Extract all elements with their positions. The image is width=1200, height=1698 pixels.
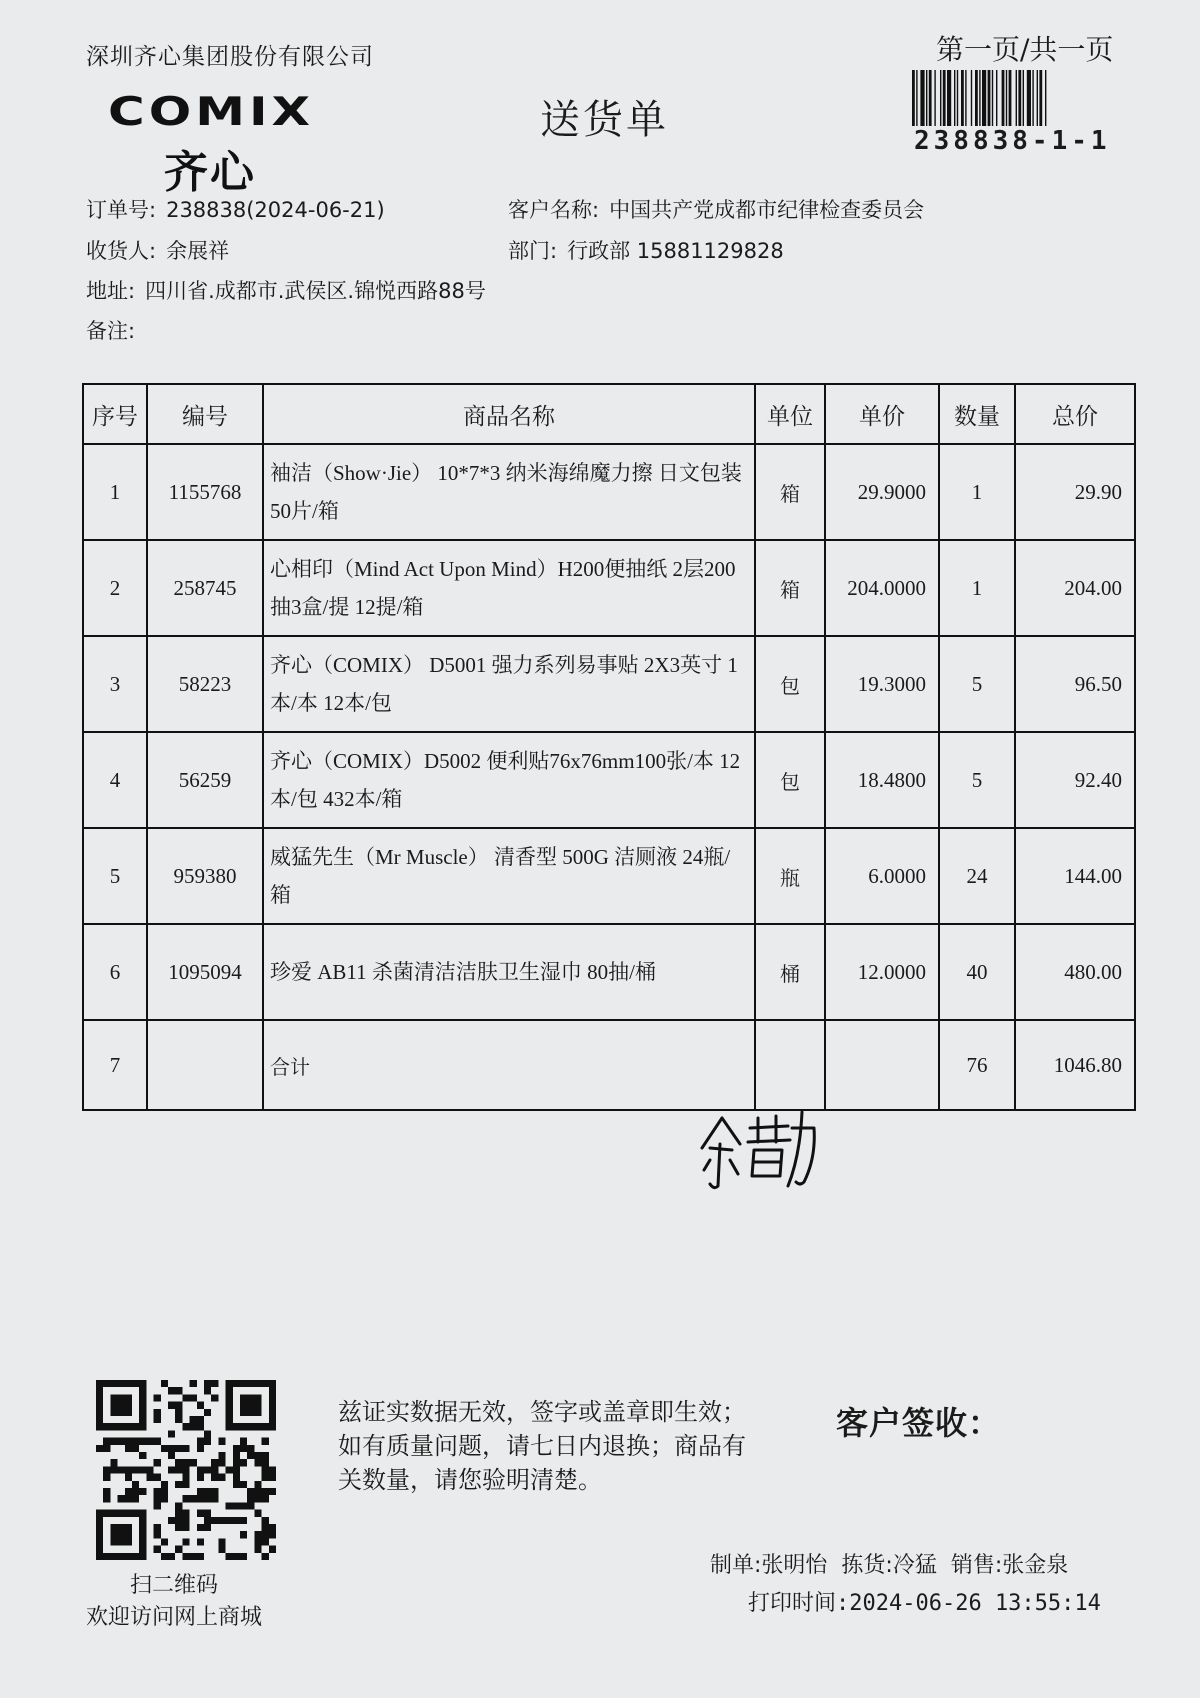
cell-seq: 4 <box>83 732 147 828</box>
document-title: 送货单 <box>540 97 669 143</box>
grand-total: 1046.80 <box>1015 1020 1135 1110</box>
order-number-label: 订单号: <box>86 198 157 222</box>
cell-total: 144.00 <box>1015 828 1135 924</box>
cell-total: 480.00 <box>1015 924 1135 1020</box>
maker-name: 制单:张明怡 <box>710 1553 828 1578</box>
address-label: 地址: <box>86 279 136 303</box>
cell-unit: 包 <box>755 636 825 732</box>
cell-code: 258745 <box>147 540 263 636</box>
table-row <box>83 828 1135 924</box>
cell-unit <box>755 1020 825 1110</box>
cell-unit-price <box>825 1020 939 1110</box>
staff-line <box>710 1548 1082 1579</box>
logo-text-en: COMIX <box>108 88 315 135</box>
cell-quantity: 24 <box>939 828 1015 924</box>
cell-code: 56259 <box>147 732 263 828</box>
print-time: 打印时间:2024-06-26 13:55:14 <box>748 1591 1101 1616</box>
barcode-icon <box>912 70 1128 126</box>
delivery-notice: 兹证实数据无效，签字或盖章即生效；如有质量问题，请七日内退换；商品有关数量，请您验明清楚。 <box>338 1398 746 1494</box>
header-unit-price: 单价 <box>825 384 939 444</box>
header-product-name: 商品名称 <box>263 384 755 444</box>
receiver-label: 收货人: <box>86 239 157 263</box>
cell-seq: 6 <box>83 924 147 1020</box>
header-seq: 序号 <box>83 384 147 444</box>
logo-text-cn: 齐心 <box>164 147 256 198</box>
cell-unit: 箱 <box>755 540 825 636</box>
cell-quantity: 1 <box>939 444 1015 540</box>
table-row <box>83 732 1135 828</box>
address-field <box>86 275 486 305</box>
remark-label: 备注: <box>86 319 136 343</box>
table-row <box>83 636 1135 732</box>
receiver-value: 余展祥 <box>166 239 230 263</box>
cell-seq: 5 <box>83 828 147 924</box>
table-row <box>83 444 1135 540</box>
company-name: 深圳齐心集团股份有限公司 <box>86 44 374 70</box>
cell-product-name: 袖洁（Show·Jie） 10*7*3 纳米海绵魔力擦 日文包装 50片/箱 <box>263 444 755 540</box>
cell-code: 1095094 <box>147 924 263 1020</box>
qr-caption-shop: 欢迎访问网上商城 <box>86 1605 263 1630</box>
cell-total: 92.40 <box>1015 732 1135 828</box>
cell-product-name: 珍爱 AB11 杀菌清洁洁肤卫生湿巾 80抽/桶 <box>263 924 755 1020</box>
remark-field <box>86 315 145 345</box>
table-summary-row <box>83 1020 1135 1110</box>
cell-unit-price: 204.0000 <box>825 540 939 636</box>
department-label: 部门: <box>508 239 558 263</box>
order-number-value: 238838(2024-06-21) <box>166 198 385 222</box>
barcode-number: 238838-1-1 <box>914 126 1111 156</box>
cell-unit-price: 29.9000 <box>825 444 939 540</box>
table-row <box>83 540 1135 636</box>
cell-unit: 桶 <box>755 924 825 1020</box>
table-header-row <box>83 384 1135 444</box>
cell-code: 58223 <box>147 636 263 732</box>
cell-quantity: 40 <box>939 924 1015 1020</box>
cell-unit: 包 <box>755 732 825 828</box>
cell-unit-price: 18.4800 <box>825 732 939 828</box>
cell-code: 1155768 <box>147 444 263 540</box>
header-total: 总价 <box>1015 384 1135 444</box>
qr-code-icon <box>96 1380 276 1560</box>
table-row <box>83 924 1135 1020</box>
customer-name-field <box>508 194 924 224</box>
cell-unit-price: 19.3000 <box>825 636 939 732</box>
cell-quantity: 1 <box>939 540 1015 636</box>
qr-caption-scan: 扫二维码 <box>130 1573 219 1598</box>
cell-product-name: 齐心（COMIX） D5001 强力系列易事贴 2X3英寸 1本/本 12本/包 <box>263 636 755 732</box>
cell-total: 204.00 <box>1015 540 1135 636</box>
comix-logo <box>108 88 338 198</box>
sales-name: 销售:张金泉 <box>950 1553 1069 1578</box>
department-value: 行政部 15881129828 <box>567 239 784 263</box>
cell-code <box>147 1020 263 1110</box>
cell-seq: 7 <box>83 1020 147 1110</box>
cell-product-name: 齐心（COMIX）D5002 便利贴76x76mm100张/本 12本/包 432本/箱 <box>263 732 755 828</box>
customer-sign-label: 客户签收： <box>836 1404 1002 1442</box>
handwritten-signature <box>692 1098 822 1194</box>
customer-name-label: 客户名称: <box>508 198 600 222</box>
cell-seq: 3 <box>83 636 147 732</box>
cell-seq: 2 <box>83 540 147 636</box>
address-value: 四川省.成都市.武侯区.锦悦西路88号 <box>145 279 486 303</box>
cell-unit: 瓶 <box>755 828 825 924</box>
cell-quantity: 5 <box>939 636 1015 732</box>
header-quantity: 数量 <box>939 384 1015 444</box>
department-field <box>508 235 784 265</box>
customer-name-value: 中国共产党成都市纪律检查委员会 <box>609 198 925 222</box>
cell-total: 96.50 <box>1015 636 1135 732</box>
cell-seq: 1 <box>83 444 147 540</box>
order-number-field <box>86 194 385 224</box>
cell-unit-price: 6.0000 <box>825 828 939 924</box>
header-unit: 单位 <box>755 384 825 444</box>
total-quantity: 76 <box>939 1020 1015 1110</box>
cell-unit-price: 12.0000 <box>825 924 939 1020</box>
items-table <box>82 383 1136 1111</box>
picker-name: 拣货:冷猛 <box>841 1553 937 1578</box>
receiver-field <box>86 235 229 265</box>
total-label: 合计 <box>263 1020 755 1110</box>
cell-total: 29.90 <box>1015 444 1135 540</box>
cell-code: 959380 <box>147 828 263 924</box>
cell-unit: 箱 <box>755 444 825 540</box>
cell-quantity: 5 <box>939 732 1015 828</box>
cell-product-name: 心相印（Mind Act Upon Mind）H200便抽纸 2层200抽3盒/提 12提/箱 <box>263 540 755 636</box>
header-code: 编号 <box>147 384 263 444</box>
page-number: 第一页/共一页 <box>936 33 1114 66</box>
cell-product-name: 威猛先生（Mr Muscle） 清香型 500G 洁厕液 24瓶/箱 <box>263 828 755 924</box>
